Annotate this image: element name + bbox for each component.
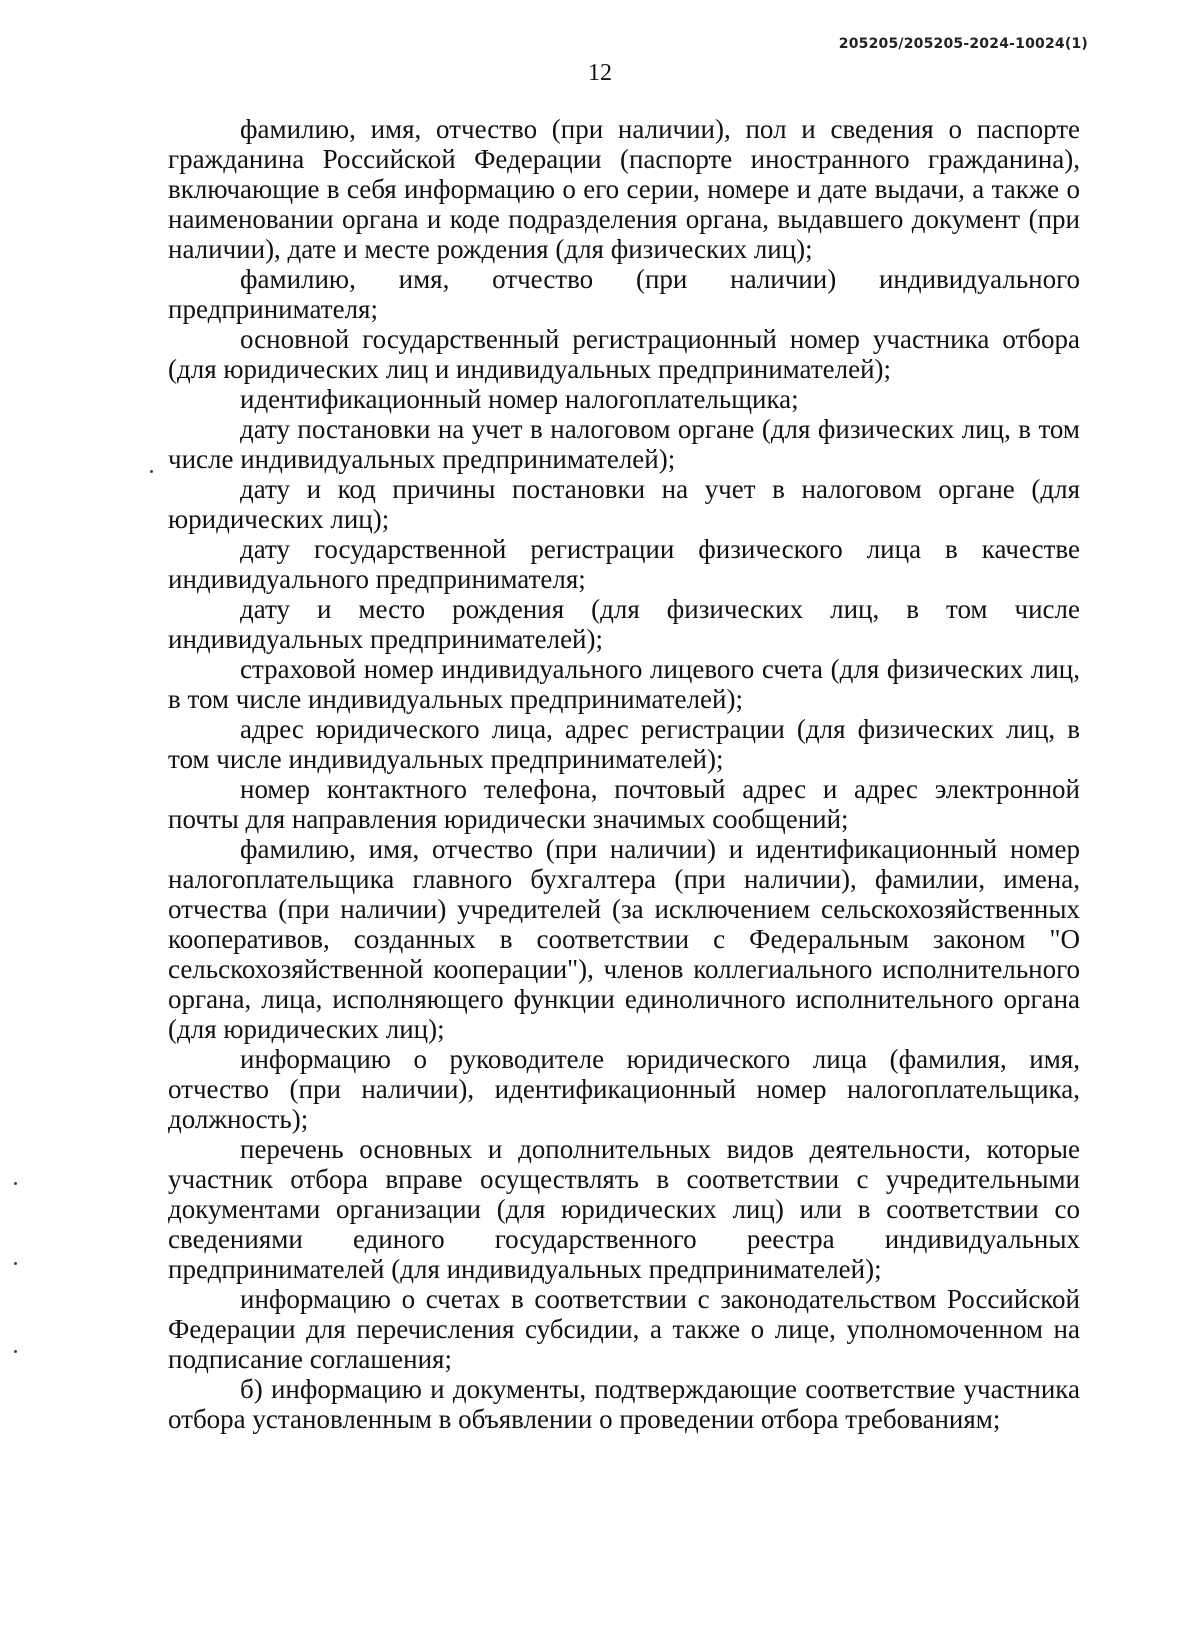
document-id: 205205/205205-2024-10024(1)	[838, 36, 1088, 52]
scan-speck	[14, 1262, 17, 1265]
paragraph: дату и место рождения (для физических лиц, в том числе индивидуальных предпринимателей);	[168, 594, 1080, 654]
paragraph: информацию о счетах в соответствии с законодательством Российской Федерации для перечисления субсидии, а также о лице, уполномоченном на подписание соглашения;	[168, 1284, 1080, 1374]
paragraph: перечень основных и дополнительных видов деятельности, которые участник отбора вправе осуществлять в соответствии с учредительными документами организации (для юридических лиц) или в соответствии со сведениями единого государственного реестра индивидуальных предпринимателей (для индивидуальных предпринимателей);	[168, 1134, 1080, 1284]
paragraph: информацию о руководителе юридического лица (фамилия, имя, отчество (при наличии), идентификационный номер налогоплательщика, должность);	[168, 1044, 1080, 1134]
paragraph: идентификационный номер налогоплательщика;	[240, 384, 799, 414]
paragraph: б) информацию и документы, подтверждающие соответствие участника отбора установленным в объявлении о проведении отбора требованиям;	[168, 1374, 1080, 1434]
scan-speck	[14, 1350, 17, 1353]
paragraph: дату постановки на учет в налоговом органе (для физических лиц, в том числе индивидуальных предпринимателей);	[168, 414, 1080, 474]
paragraph: фамилию, имя, отчество (при наличии) индивидуального предпринимателя;	[168, 264, 1080, 324]
page-number: 12	[588, 60, 612, 86]
paragraph: фамилию, имя, отчество (при наличии), пол и сведения о паспорте гражданина Российской Федерации (паспорте иностранного гражданина), включающие в себя информацию о его серии, номере и дате выдачи, а также о наименовании органа и коде подразделения органа, выдавшего документ (при наличии), дате и месте рождения (для физических лиц);	[168, 114, 1080, 264]
scan-speck	[14, 1182, 17, 1185]
scan-speck	[150, 470, 153, 473]
paragraph: фамилию, имя, отчество (при наличии) и идентификационный номер налогоплательщика главного бухгалтера (при наличии), фамилии, имена, отчества (при наличии) учредителей (за исключением сельскохозяйственных кооперативов, созданных в соответствии с Федеральным законом "О сельскохозяйственной кооперации"), членов коллегиального исполнительного органа, лица, исполняющего функции единоличного исполнительного органа (для юридических лиц);	[168, 834, 1080, 1044]
paragraph: адрес юридического лица, адрес регистрации (для физических лиц, в том числе индивидуальных предпринимателей);	[168, 714, 1080, 774]
paragraph: дату государственной регистрации физического лица в качестве индивидуального предпринимателя;	[168, 534, 1080, 594]
paragraph: страховой номер индивидуального лицевого счета (для физических лиц, в том числе индивидуальных предпринимателей);	[168, 654, 1080, 714]
document-body	[168, 114, 1080, 1434]
paragraph: основной государственный регистрационный номер участника отбора (для юридических лиц и индивидуальных предпринимателей);	[168, 324, 1080, 384]
paragraph: номер контактного телефона, почтовый адрес и адрес электронной почты для направления юридически значимых сообщений;	[168, 774, 1080, 834]
paragraph: дату и код причины постановки на учет в налоговом органе (для юридических лиц);	[168, 474, 1080, 534]
